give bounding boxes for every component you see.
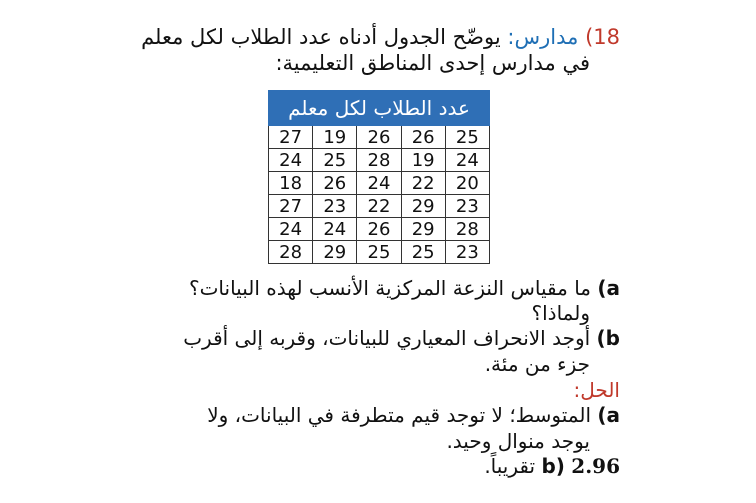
solution-a-line-2 xyxy=(446,431,590,451)
table-row xyxy=(269,126,490,149)
problem-text-2: في مدارس إحدى المناطق التعليمية: xyxy=(275,51,590,75)
table-cell: 28 xyxy=(357,149,401,172)
table-cell: 23 xyxy=(313,195,357,218)
solution-a-letter: a) xyxy=(597,403,620,427)
table-cell: 23 xyxy=(445,241,489,264)
table-cell: 29 xyxy=(401,218,445,241)
table-header: عدد الطلاب لكل معلم xyxy=(269,91,490,126)
solution-b-letter: b) xyxy=(541,454,565,478)
table-cell: 19 xyxy=(313,126,357,149)
table-cell: 27 xyxy=(269,126,313,149)
question-b-text-2: جزء من مئة. xyxy=(484,352,590,376)
table-cell: 24 xyxy=(445,149,489,172)
solution-a-text-2: يوجد منوال وحيد. xyxy=(446,429,590,453)
question-a-letter: a) xyxy=(597,276,620,300)
question-a-text-2: ولماذا؟ xyxy=(531,301,590,325)
problem-statement-line-2 xyxy=(275,53,590,74)
table-cell: 22 xyxy=(357,195,401,218)
problem-statement-line-1 xyxy=(141,27,620,48)
table-cell: 19 xyxy=(401,149,445,172)
question-b-letter: b) xyxy=(596,326,620,350)
table-cell: 26 xyxy=(357,218,401,241)
question-a-text-1: ما مقياس النزعة المركزية الأنسب لهذه البيانات؟ xyxy=(188,276,591,300)
table-cell: 28 xyxy=(269,241,313,264)
table-cell: 25 xyxy=(313,149,357,172)
table-row xyxy=(269,172,490,195)
table-cell: 25 xyxy=(357,241,401,264)
question-b-text-1: أوجد الانحراف المعياري للبيانات، وقربه إلى أقرب xyxy=(183,326,591,350)
solution-label: الحل: xyxy=(573,378,620,402)
table-cell: 24 xyxy=(357,172,401,195)
table-cell: 26 xyxy=(357,126,401,149)
table-cell: 29 xyxy=(313,241,357,264)
table-cell: 24 xyxy=(313,218,357,241)
table-cell: 23 xyxy=(445,195,489,218)
table-cell: 26 xyxy=(313,172,357,195)
problem-text-1: يوضّح الجدول أدناه عدد الطلاب لكل معلم xyxy=(141,25,501,49)
table-cell: 24 xyxy=(269,149,313,172)
table-cell: 20 xyxy=(445,172,489,195)
table-row xyxy=(269,149,490,172)
table-cell: 22 xyxy=(401,172,445,195)
table-row xyxy=(269,241,490,264)
table-cell: 27 xyxy=(269,195,313,218)
table-row xyxy=(269,195,490,218)
students-per-teacher-table xyxy=(268,90,490,264)
solution-b-value: 2.96 xyxy=(571,454,620,478)
question-a-line-1 xyxy=(189,278,620,298)
question-a-line-2 xyxy=(532,303,591,323)
table-cell: 29 xyxy=(401,195,445,218)
problem-topic: مدارس: xyxy=(507,25,579,49)
table-row xyxy=(269,218,490,241)
table-cell: 25 xyxy=(445,126,489,149)
question-b-line-1 xyxy=(183,328,620,348)
solution-a-line-1 xyxy=(207,405,620,425)
table-cell: 25 xyxy=(401,241,445,264)
table-cell: 28 xyxy=(445,218,489,241)
solution-a-text-1: المتوسط؛ لا توجد قيم متطرفة في البيانات، ولا xyxy=(207,403,591,427)
solution-b-text: تقريباً. xyxy=(484,454,536,478)
question-b-line-2 xyxy=(485,354,590,374)
table-cell: 24 xyxy=(269,218,313,241)
solution-b-line xyxy=(484,456,620,476)
table-cell: 26 xyxy=(401,126,445,149)
problem-number: 18) xyxy=(585,25,620,49)
table-cell: 18 xyxy=(269,172,313,195)
